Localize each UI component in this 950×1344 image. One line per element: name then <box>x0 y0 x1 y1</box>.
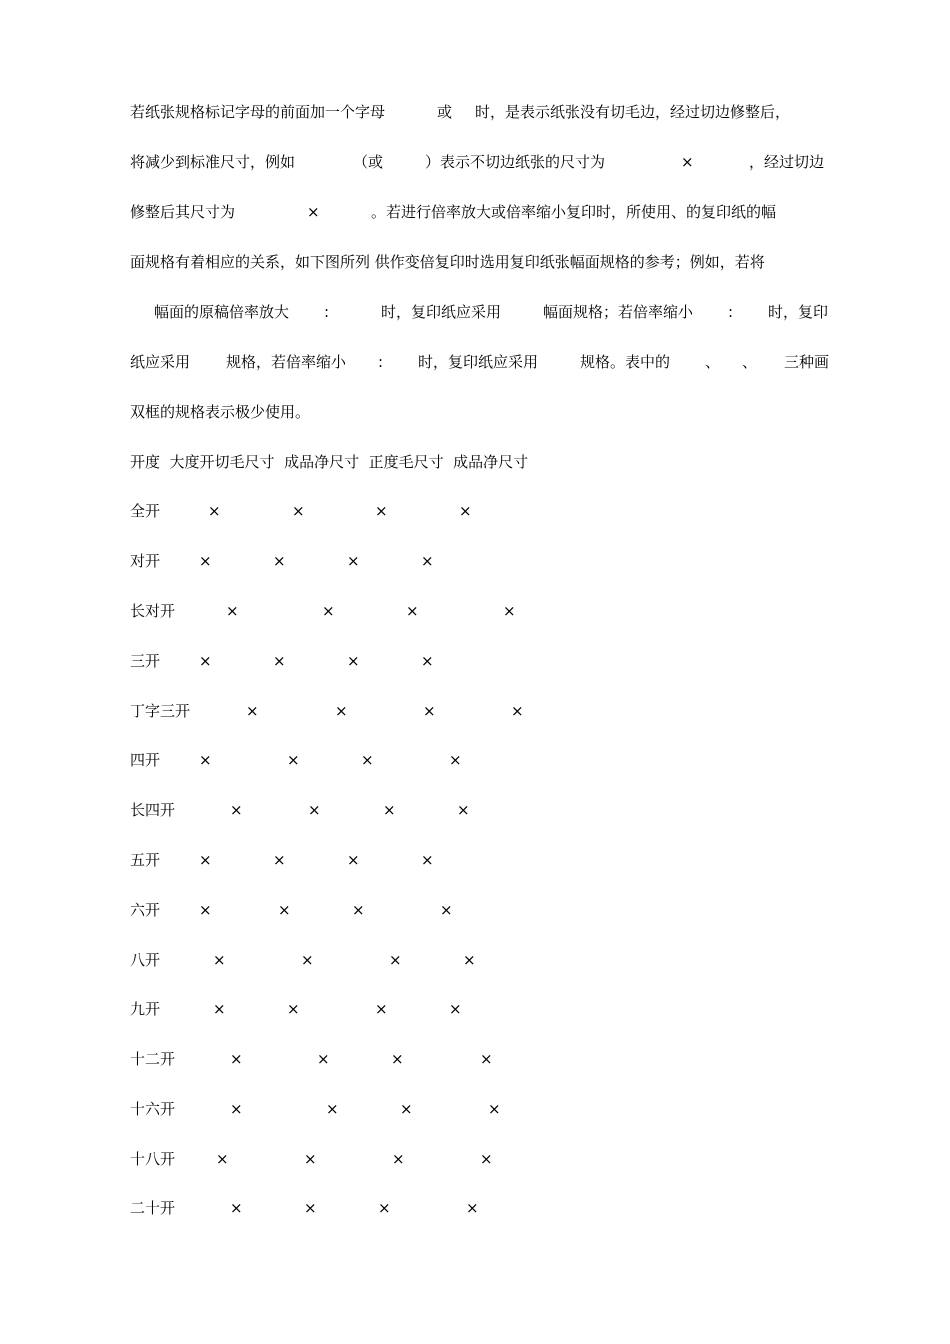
dimension-mark: × <box>199 901 212 919</box>
dimension-mark: × <box>347 552 360 570</box>
dimension-mark: × <box>375 1000 388 1018</box>
text-segment: 纸应采用 <box>130 353 191 371</box>
row-label: 长对开 <box>130 602 176 620</box>
dimension-mark: × <box>449 1000 462 1018</box>
table-header-text: 开度 大度开切毛尺寸 成品净尺寸 正度毛尺寸 成品净尺寸 <box>130 453 529 471</box>
row-label: 长四开 <box>130 801 176 819</box>
row-label: 全开 <box>130 502 161 520</box>
dimension-mark: × <box>480 1050 493 1068</box>
dimension-mark: × <box>199 851 212 869</box>
text-segment: 三种画 <box>784 353 830 371</box>
text-segment: 时，是表示纸张没有切毛边，经过切边修整后， <box>475 103 791 121</box>
dimension-mark: × <box>199 652 212 670</box>
row-label: 十八开 <box>130 1150 176 1168</box>
text-segment: 若纸张规格标记字母的前面加一个字母 <box>130 103 386 121</box>
dimension-mark: × <box>304 1150 317 1168</box>
row-label: 八开 <box>130 951 161 969</box>
text-segment: 幅面的原稿倍率放大 <box>154 303 290 321</box>
row-label: 三开 <box>130 652 161 670</box>
dimension-mark: × <box>199 751 212 769</box>
dimension-mark: × <box>421 652 434 670</box>
text-segment: 面规格有着相应的关系，如下图所列 供作变倍复印时选用复印纸张幅面规格的参考；例如，若将 <box>130 253 765 271</box>
dimension-mark: × <box>287 751 300 769</box>
row-label: 二十开 <box>130 1199 176 1217</box>
row-label: 六开 <box>130 901 161 919</box>
dimension-mark: × <box>423 702 436 720</box>
text-segment: ）表示不切边纸张的尺寸为 <box>425 153 606 171</box>
dimension-mark: × <box>208 502 221 520</box>
dimension-mark: × <box>347 652 360 670</box>
dimension-mark: × <box>421 552 434 570</box>
row-label: 四开 <box>130 751 161 769</box>
dimension-mark: × <box>213 951 226 969</box>
dimension-mark: × <box>378 1199 391 1217</box>
dimension-mark: × <box>392 1150 405 1168</box>
dimension-mark: × <box>308 801 321 819</box>
dimension-mark: × <box>400 1100 413 1118</box>
text-segment: 双框的规格表示极少使用。 <box>130 403 311 421</box>
dimension-mark: × <box>389 951 402 969</box>
dimension-mark: × <box>301 951 314 969</box>
dimension-mark: × <box>383 801 396 819</box>
dimension-mark: × <box>480 1150 493 1168</box>
dimension-mark: × <box>406 602 419 620</box>
dimension-mark: × <box>216 1150 229 1168</box>
dimension-mark: × <box>335 702 348 720</box>
dimension-mark: × <box>278 901 291 919</box>
text-segment: 时，复印 <box>768 303 829 321</box>
dimension-mark: × <box>199 552 212 570</box>
dimension-mark: × <box>391 1050 404 1068</box>
dimension-mark: × <box>292 502 305 520</box>
dimension-mark: × <box>352 901 365 919</box>
multiplication-sign: × <box>681 153 694 171</box>
ratio-colon: : <box>378 353 384 371</box>
dimension-mark: × <box>459 502 472 520</box>
dimension-mark: × <box>287 1000 300 1018</box>
text-segment: 、 <box>742 353 758 371</box>
dimension-mark: × <box>226 602 239 620</box>
dimension-mark: × <box>273 552 286 570</box>
dimension-mark: × <box>449 751 462 769</box>
dimension-mark: × <box>361 751 374 769</box>
text-segment: 规格。表中的 <box>580 353 671 371</box>
multiplication-sign: × <box>307 203 320 221</box>
text-segment: ，经过切边 <box>749 153 825 171</box>
dimension-mark: × <box>230 801 243 819</box>
text-segment: 将减少到标准尺寸，例如 <box>130 153 296 171</box>
dimension-mark: × <box>503 602 516 620</box>
dimension-mark: × <box>230 1199 243 1217</box>
text-segment: 幅面规格；若倍率缩小 <box>543 303 694 321</box>
row-label: 丁字三开 <box>130 702 191 720</box>
row-label: 五开 <box>130 851 161 869</box>
dimension-mark: × <box>322 602 335 620</box>
dimension-mark: × <box>463 951 476 969</box>
dimension-mark: × <box>213 1000 226 1018</box>
text-segment: 时，复印纸应采用 <box>381 303 502 321</box>
dimension-mark: × <box>466 1199 479 1217</box>
ratio-colon: : <box>728 303 734 321</box>
dimension-mark: × <box>457 801 470 819</box>
dimension-mark: × <box>326 1100 339 1118</box>
text-segment: 。若进行倍率放大或倍率缩小复印时，所使用、的复印纸的幅 <box>371 203 777 221</box>
text-segment: 或 <box>437 103 453 121</box>
dimension-mark: × <box>230 1050 243 1068</box>
dimension-mark: × <box>273 652 286 670</box>
dimension-mark: × <box>273 851 286 869</box>
text-segment: 、 <box>705 353 721 371</box>
dimension-mark: × <box>246 702 259 720</box>
dimension-mark: × <box>440 901 453 919</box>
row-label: 对开 <box>130 552 161 570</box>
text-segment: 修整后其尺寸为 <box>130 203 236 221</box>
text-segment: 规格，若倍率缩小 <box>226 353 347 371</box>
dimension-mark: × <box>317 1050 330 1068</box>
ratio-colon: : <box>324 303 330 321</box>
row-label: 十六开 <box>130 1100 176 1118</box>
dimension-mark: × <box>347 851 360 869</box>
dimension-mark: × <box>375 502 388 520</box>
row-label: 十二开 <box>130 1050 176 1068</box>
dimension-mark: × <box>304 1199 317 1217</box>
dimension-mark: × <box>230 1100 243 1118</box>
text-segment: （或 <box>353 153 384 171</box>
row-label: 九开 <box>130 1000 161 1018</box>
dimension-mark: × <box>488 1100 501 1118</box>
dimension-mark: × <box>421 851 434 869</box>
dimension-mark: × <box>511 702 524 720</box>
text-segment: 时，复印纸应采用 <box>418 353 539 371</box>
